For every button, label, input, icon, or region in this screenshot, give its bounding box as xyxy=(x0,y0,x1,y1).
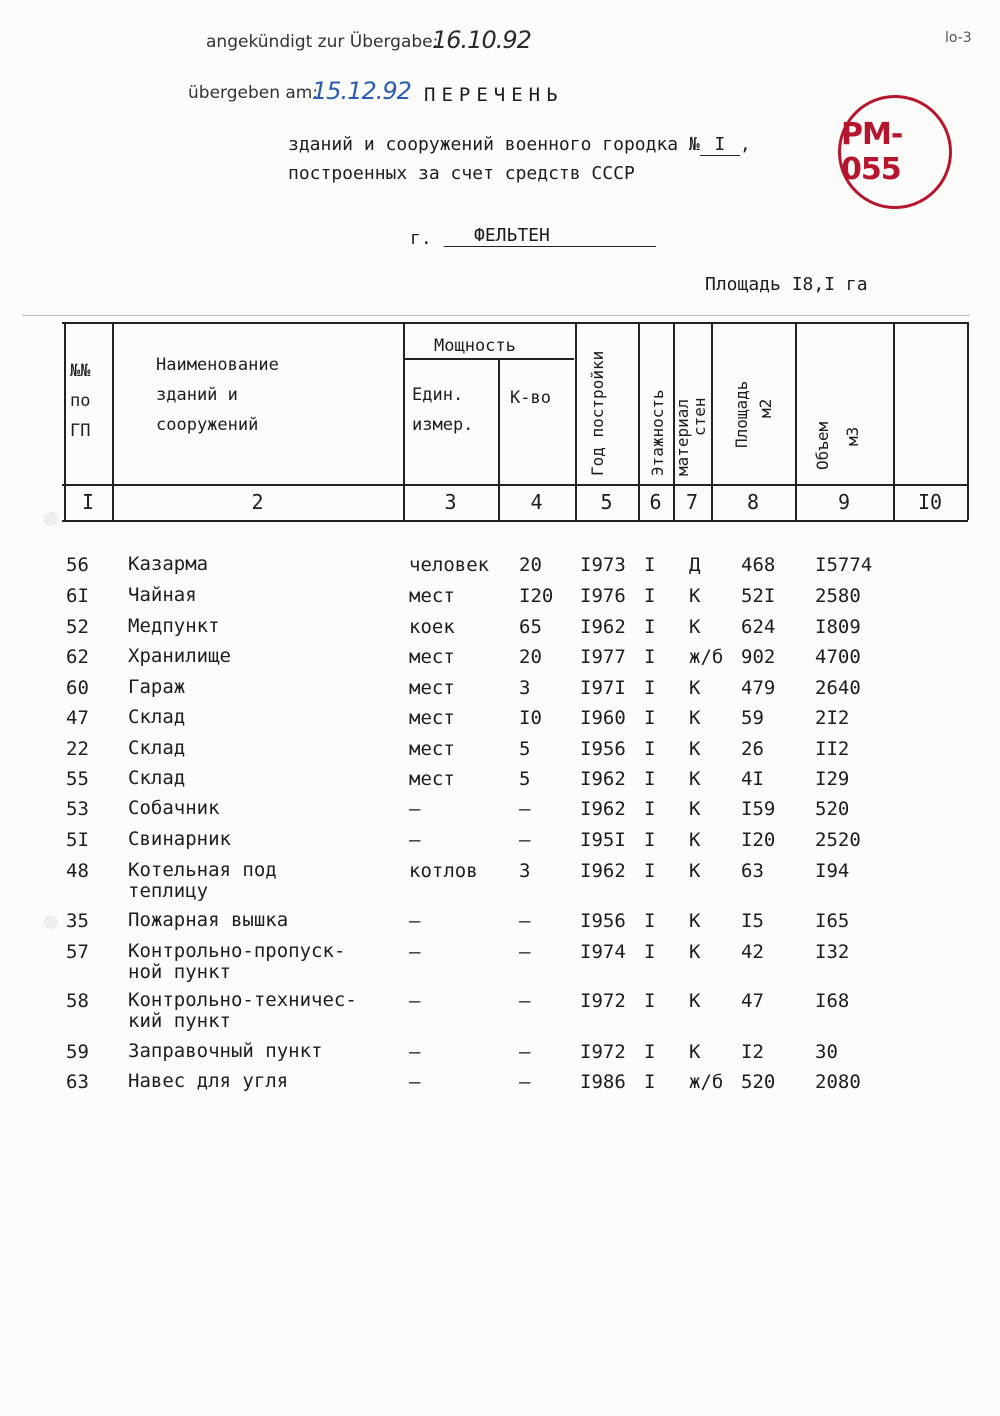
row-year: I972 xyxy=(580,1041,626,1063)
row-floors: I xyxy=(644,829,656,851)
colnum-5: 5 xyxy=(600,490,613,514)
row-floors: I xyxy=(644,941,656,963)
row-number: 48 xyxy=(66,860,89,882)
row-material: Д xyxy=(689,554,701,576)
row-volume: I29 xyxy=(815,768,850,790)
subtitle-line2: построенных за счет средств СССР xyxy=(288,163,635,184)
row-floors: I xyxy=(644,990,656,1012)
row-number: 5I xyxy=(66,829,89,851)
header-year: Год постройки xyxy=(588,350,607,476)
row-year: I986 xyxy=(580,1071,626,1093)
row-number: 47 xyxy=(66,707,89,729)
row-year: I973 xyxy=(580,554,626,576)
row-volume: I65 xyxy=(815,910,850,932)
row-area: 47 xyxy=(741,990,764,1012)
row-quantity: – xyxy=(519,798,531,820)
header-material: материал стен xyxy=(673,397,709,476)
row-year: I976 xyxy=(580,585,626,607)
row-volume: I32 xyxy=(815,941,850,963)
row-area: 624 xyxy=(741,616,776,638)
handed-label: übergeben am: xyxy=(188,83,319,103)
row-material: К xyxy=(689,738,701,760)
row-volume: I94 xyxy=(815,860,850,882)
colnum-1: I xyxy=(81,490,95,514)
row-unit: – xyxy=(409,990,421,1012)
row-quantity: 3 xyxy=(519,677,531,699)
punch-hole xyxy=(44,512,58,526)
row-material: ж/б xyxy=(689,1071,724,1093)
row-floors: I xyxy=(644,910,656,932)
row-name: Свинарник xyxy=(128,828,231,850)
row-volume: 4700 xyxy=(815,646,861,668)
row-area: 4I xyxy=(741,768,764,790)
row-name: Склад xyxy=(128,706,186,728)
row-material: К xyxy=(689,1041,701,1063)
colnum-2: 2 xyxy=(251,490,264,514)
colnum-9: 9 xyxy=(837,490,851,514)
header-volume: Объем м3 xyxy=(813,421,862,470)
row-quantity: 20 xyxy=(519,646,542,668)
colnum-7: 7 xyxy=(685,490,699,514)
row-unit: мест xyxy=(409,677,455,699)
row-number: 56 xyxy=(66,554,89,576)
row-name: Навес для угля xyxy=(128,1070,289,1092)
row-material: К xyxy=(689,798,701,820)
row-number: 63 xyxy=(66,1071,89,1093)
row-floors: I xyxy=(644,1071,656,1093)
row-number: 22 xyxy=(66,738,89,760)
row-name: Склад xyxy=(128,767,186,789)
colnum-4: 4 xyxy=(530,490,543,514)
row-unit: котлов xyxy=(409,860,478,882)
row-quantity: 20 xyxy=(519,554,542,576)
row-number: 52 xyxy=(66,616,89,638)
row-volume: II2 xyxy=(815,738,850,760)
colnum-10: I0 xyxy=(917,490,943,514)
row-quantity: 65 xyxy=(519,616,542,638)
row-area: 468 xyxy=(741,554,776,576)
header-unit: Един. измер. xyxy=(412,385,474,435)
row-name: Контрольно-пропуск- ной пункт xyxy=(128,940,346,983)
row-year: I95I xyxy=(580,829,626,851)
seal-stamp: PM-055 xyxy=(838,95,952,209)
row-area: I2 xyxy=(741,1041,764,1063)
row-name: Гараж xyxy=(128,676,186,698)
row-material: К xyxy=(689,941,701,963)
header-number-col: №№ по ГП xyxy=(70,361,91,441)
row-volume: 2580 xyxy=(815,585,861,607)
row-unit: коек xyxy=(409,616,455,638)
row-area: 63 xyxy=(741,860,764,882)
row-floors: I xyxy=(644,585,656,607)
row-number: 55 xyxy=(66,768,89,790)
row-area: 26 xyxy=(741,738,764,760)
row-unit: мест xyxy=(409,707,455,729)
colnum-8: 8 xyxy=(746,490,760,514)
row-year: I962 xyxy=(580,768,626,790)
row-year: I962 xyxy=(580,860,626,882)
header-count: К-во xyxy=(510,388,551,408)
row-quantity: – xyxy=(519,829,531,851)
row-material: К xyxy=(689,585,701,607)
row-year: I974 xyxy=(580,941,626,963)
row-name: Казарма xyxy=(128,553,209,575)
row-volume: 2080 xyxy=(815,1071,861,1093)
row-year: I977 xyxy=(580,646,626,668)
header-name-col: Наименование зданий и сооружений xyxy=(156,355,279,435)
row-volume: I5774 xyxy=(815,554,873,576)
row-unit: – xyxy=(409,910,421,932)
row-quantity: – xyxy=(519,990,531,1012)
row-year: I97I xyxy=(580,677,626,699)
punch-hole xyxy=(44,915,58,929)
row-material: К xyxy=(689,910,701,932)
city-prefix: г. xyxy=(410,228,432,249)
row-quantity: 5 xyxy=(519,768,531,790)
row-year: I956 xyxy=(580,738,626,760)
row-number: 58 xyxy=(66,990,89,1012)
row-number: 6I xyxy=(66,585,89,607)
row-number: 57 xyxy=(66,941,89,963)
row-name: Хранилище xyxy=(128,645,231,667)
row-volume: 2520 xyxy=(815,829,861,851)
row-material: К xyxy=(689,990,701,1012)
row-number: 59 xyxy=(66,1041,89,1063)
row-volume: I68 xyxy=(815,990,850,1012)
row-quantity: – xyxy=(519,1071,531,1093)
row-unit: – xyxy=(409,829,421,851)
row-quantity: – xyxy=(519,1041,531,1063)
row-name: Медпункт xyxy=(128,615,220,637)
row-area: I59 xyxy=(741,798,776,820)
total-area: Площадь I8,I га xyxy=(705,274,868,295)
row-name: Заправочный пункт xyxy=(128,1040,323,1062)
row-number: 53 xyxy=(66,798,89,820)
row-material: К xyxy=(689,616,701,638)
row-quantity: – xyxy=(519,910,531,932)
row-floors: I xyxy=(644,554,656,576)
row-material: К xyxy=(689,768,701,790)
row-year: I960 xyxy=(580,707,626,729)
row-number: 35 xyxy=(66,910,89,932)
row-name: Котельная под теплицу xyxy=(128,859,277,902)
row-material: К xyxy=(689,707,701,729)
row-number: 62 xyxy=(66,646,89,668)
announced-label: angekündigt zur Übergabe: xyxy=(206,32,439,52)
row-material: К xyxy=(689,677,701,699)
subtitle-number: I xyxy=(700,134,740,156)
row-number: 60 xyxy=(66,677,89,699)
row-volume: I809 xyxy=(815,616,861,638)
row-unit: мест xyxy=(409,646,455,668)
row-floors: I xyxy=(644,798,656,820)
row-name: Чайная xyxy=(128,584,197,606)
row-quantity: – xyxy=(519,941,531,963)
row-name: Собачник xyxy=(128,797,220,819)
row-unit: мест xyxy=(409,585,455,607)
row-name: Склад xyxy=(128,737,186,759)
row-unit: – xyxy=(409,1041,421,1063)
row-unit: мест xyxy=(409,738,455,760)
row-floors: I xyxy=(644,860,656,882)
row-area: I5 xyxy=(741,910,764,932)
row-area: I20 xyxy=(741,829,776,851)
header-area: Площадь м2 xyxy=(732,380,775,448)
city-name: ФЕЛЬТЕН xyxy=(444,225,656,247)
row-volume: 2I2 xyxy=(815,707,850,729)
row-floors: I xyxy=(644,768,656,790)
row-material: К xyxy=(689,860,701,882)
row-unit: человек xyxy=(409,554,490,576)
header-capacity: Мощность xyxy=(434,336,516,356)
subtitle-line1: зданий и сооружений военного городка № I , xyxy=(288,134,751,155)
row-year: I956 xyxy=(580,910,626,932)
document-title: ПЕРЕЧЕНЬ xyxy=(424,84,564,106)
colnum-3: 3 xyxy=(444,490,457,514)
row-area: 479 xyxy=(741,677,776,699)
row-quantity: I0 xyxy=(519,707,542,729)
row-year: I962 xyxy=(580,798,626,820)
row-volume: 520 xyxy=(815,798,850,820)
row-floors: I xyxy=(644,646,656,668)
row-unit: – xyxy=(409,941,421,963)
row-material: К xyxy=(689,829,701,851)
corner-mark: lo-3 xyxy=(945,30,972,46)
row-area: 59 xyxy=(741,707,764,729)
row-volume: 30 xyxy=(815,1041,838,1063)
row-volume: 2640 xyxy=(815,677,861,699)
row-year: I962 xyxy=(580,616,626,638)
row-floors: I xyxy=(644,677,656,699)
row-quantity: I20 xyxy=(519,585,554,607)
row-material: ж/б xyxy=(689,646,724,668)
row-floors: I xyxy=(644,707,656,729)
row-area: 902 xyxy=(741,646,776,668)
row-unit: мест xyxy=(409,768,455,790)
row-unit: – xyxy=(409,798,421,820)
row-quantity: 3 xyxy=(519,860,531,882)
row-floors: I xyxy=(644,616,656,638)
announced-date: 16.10.92 xyxy=(432,26,531,54)
row-area: 42 xyxy=(741,941,764,963)
row-floors: I xyxy=(644,738,656,760)
row-year: I972 xyxy=(580,990,626,1012)
row-quantity: 5 xyxy=(519,738,531,760)
colnum-6: 6 xyxy=(649,490,662,514)
handed-date: 15.12.92 xyxy=(312,77,411,105)
row-name: Пожарная вышка xyxy=(128,909,289,931)
header-floors: Этажность xyxy=(648,389,667,476)
row-floors: I xyxy=(644,1041,656,1063)
row-name: Контрольно-техничес- кий пункт xyxy=(128,989,357,1032)
row-area: 52I xyxy=(741,585,776,607)
row-area: 520 xyxy=(741,1071,776,1093)
row-unit: – xyxy=(409,1071,421,1093)
